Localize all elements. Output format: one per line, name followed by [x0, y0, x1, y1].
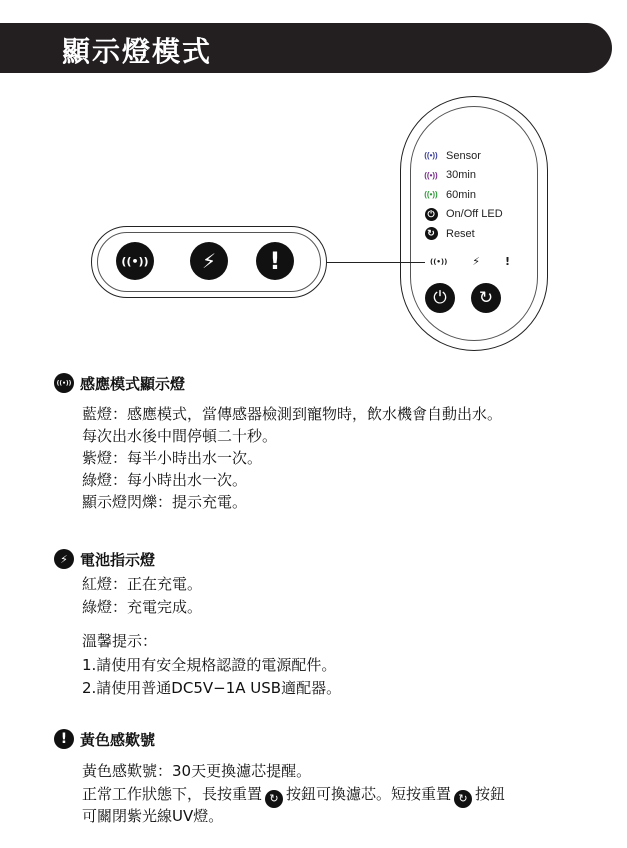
page-title: 顯示燈模式: [62, 35, 213, 68]
sensor-icon: ((•)): [54, 373, 74, 393]
sensor-icon: ((•)): [430, 257, 448, 266]
legend-label: Reset: [446, 227, 475, 240]
bolt-icon: ⚡: [190, 242, 228, 280]
bolt-icon: ⚡: [472, 255, 480, 268]
legend-item-60min: [422, 185, 503, 205]
legend-label: 30min: [446, 169, 476, 182]
reset-button[interactable]: ↻: [471, 283, 501, 313]
connector-line: [327, 262, 425, 263]
text-line: 紅燈：正在充電。: [82, 575, 203, 593]
text-fragment: 按鈕: [475, 785, 506, 803]
legend-item-sensor: [422, 146, 503, 166]
text-fragment: 正常工作狀態下，長按重置: [82, 785, 263, 803]
legend-item-30min: [422, 166, 503, 186]
sensor-icon: ((•)): [116, 242, 154, 280]
header-bar: [0, 23, 612, 73]
text-fragment: 按鈕可換濾芯。短按重置: [286, 785, 452, 803]
text-line: 每次出水後中間停頓二十秒。: [82, 427, 278, 445]
reset-icon: ↻: [425, 227, 438, 240]
text-line: 可關閉紫光線UV燈。: [82, 807, 224, 825]
sensor-icon: ((•)): [424, 151, 438, 161]
text-line: 藍燈：感應模式，當傳感器檢測到寵物時，飲水機會自動出水。: [82, 405, 503, 423]
device-status-row: [430, 255, 510, 268]
legend-item-reset: [422, 224, 503, 244]
legend-label: Sensor: [446, 149, 481, 162]
sensor-icon: ((•)): [424, 170, 438, 180]
power-icon: ⏻: [425, 208, 438, 221]
tips-title: 溫馨提示：: [82, 632, 158, 650]
sensor-icon: ((•)): [424, 190, 438, 200]
text-line: 紫燈：每半小時出水一次。: [82, 449, 263, 467]
text-line: 2.請使用普通DC5V−1A USB適配器。: [82, 679, 342, 697]
text-line: 綠燈：每小時出水一次。: [82, 471, 248, 489]
legend-label: On/Off LED: [446, 208, 503, 221]
legend-label: 60min: [446, 188, 476, 201]
bolt-icon: ⚡: [54, 549, 74, 569]
text-line: 黃色感歎號：30天更換濾芯提醒。: [82, 762, 312, 780]
reset-icon: ↻: [454, 790, 472, 808]
device-legend: [422, 146, 503, 244]
text-line: 綠燈：充電完成。: [82, 598, 203, 616]
alert-icon: !: [54, 729, 74, 749]
section-title-sensor: 感應模式顯示燈: [80, 375, 186, 393]
text-line: 1.請使用有安全規格認證的電源配件。: [82, 656, 337, 674]
section-title-alert: 黃色感歎號: [80, 731, 156, 749]
alert-icon: !: [256, 242, 294, 280]
power-button[interactable]: ⏻: [425, 283, 455, 313]
section-title-battery: 電池指示燈: [80, 551, 156, 569]
alert-icon: !: [504, 255, 510, 268]
legend-item-onoff-led: [422, 205, 503, 225]
text-line: 顯示燈閃爍：提示充電。: [82, 493, 248, 511]
text-line: [82, 783, 505, 808]
reset-icon: ↻: [265, 790, 283, 808]
